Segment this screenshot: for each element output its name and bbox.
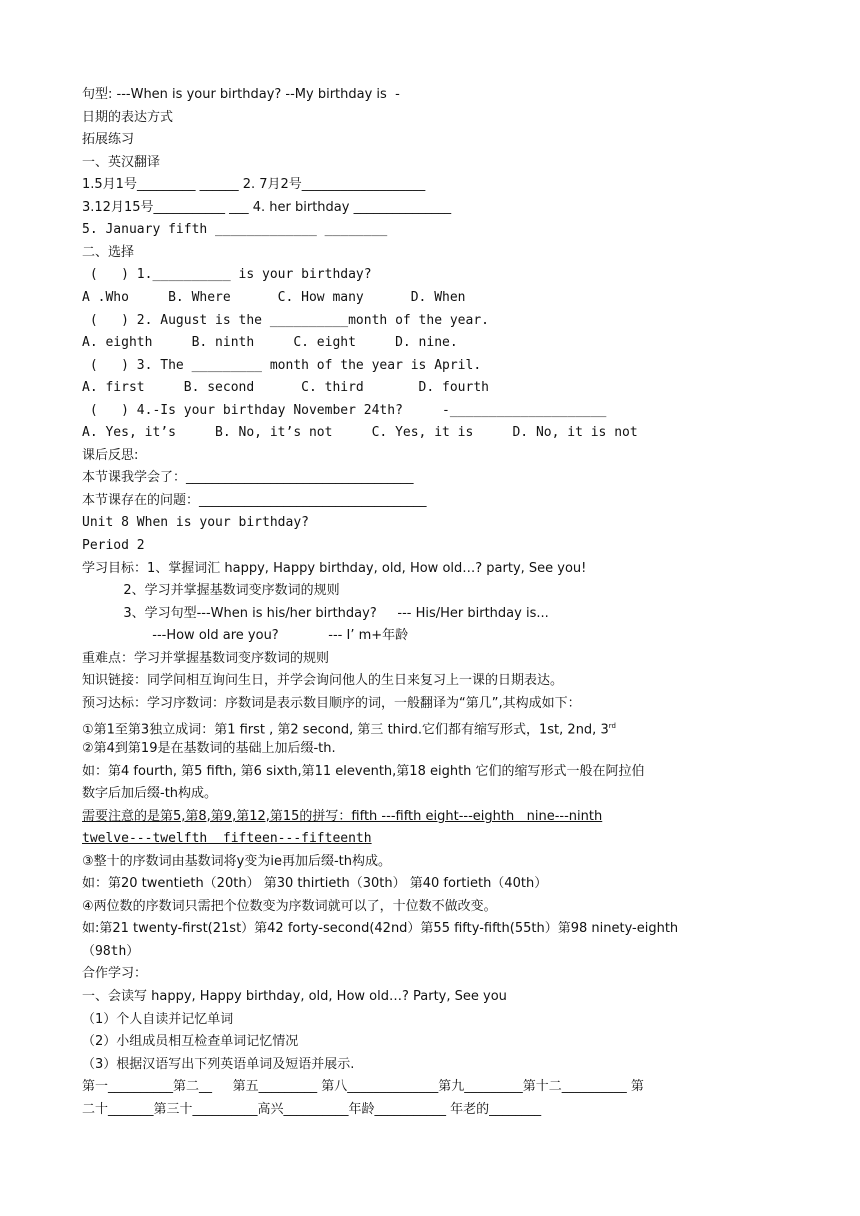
text-line: 第一__________第二__ 第五_________ 第八______________第九_________第十二__________ 第 bbox=[82, 1079, 644, 1094]
text-line: A. Yes, it’s B. No, it’s not C. Yes, it is D. No, it is not bbox=[82, 425, 638, 440]
text-line: ( ) 2. August is the __________month of the year. bbox=[82, 313, 489, 328]
text-line: A. first B. second C. third D. fourth bbox=[82, 380, 489, 395]
text-line: 2、学习并掌握基数词变序数词的规则 bbox=[82, 583, 340, 598]
ordinal-superscript: rd bbox=[608, 722, 616, 730]
text-line: 一、英汉翻译 bbox=[82, 155, 161, 170]
text-line: ②第4到第19是在基数词的基础上加后缀-th. bbox=[82, 741, 336, 756]
text-line: A. eighth B. ninth C. eight D. nine. bbox=[82, 335, 458, 350]
text-line: 一、会读写 happy, Happy birthday, old, How old…? Party, See you bbox=[82, 989, 507, 1004]
text-line: ④两位数的序数词只需把个位数变为序数词就可以了，十位数不做改变。 bbox=[82, 899, 497, 914]
text-line: 1.5月1号_________ ______ 2. 7月2号___________________ bbox=[82, 177, 426, 192]
text-line: 知识链接：同学间相互询问生日，并学会询问他人的生日来复习上一课的日期表达。 bbox=[82, 673, 564, 688]
text-line: 需要注意的是第5,第8,第9,第12,第15的拼写：fifth ---fifth eight---eighth nine---ninth bbox=[82, 809, 603, 824]
text-line: 如：第4 fourth, 第5 fifth, 第6 sixth,第11 eleventh,第18 eighth 它们的缩写形式一般在阿拉伯 bbox=[82, 764, 645, 779]
text-line: 学习目标：1、掌握词汇 happy, Happy birthday, old, How old…? party, See you! bbox=[82, 561, 587, 576]
text-line: 二十_______第三十__________高兴__________年龄___________ 年老的________ bbox=[82, 1102, 542, 1117]
text-line: 合作学习： bbox=[82, 966, 148, 981]
text-line: Period 2 bbox=[82, 538, 145, 553]
text-line: ①第1至第3独立成词：第1 first , 第2 second, 第三 third.它们都有缩写形式，1st, 2nd, 3rd bbox=[82, 722, 616, 737]
text-line: 预习达标：学习序数词：序数词是表示数目顺序的词，一般翻译为“第几”,其构成如下： bbox=[82, 696, 581, 711]
text-line: ( ) 1.__________ is your birthday? bbox=[82, 267, 372, 282]
text-line: 二、选择 bbox=[82, 245, 135, 260]
text-line: 日期的表达方式 bbox=[82, 110, 174, 125]
text-line: ( ) 4.-Is your birthday November 24th? -____________________ bbox=[82, 403, 607, 418]
text-line: 课后反思: bbox=[82, 448, 139, 463]
text-line: twelve---twelfth fifteen---fifteenth bbox=[82, 831, 372, 846]
text-line: （2）小组成员相互检查单词记忆情况 bbox=[82, 1034, 299, 1049]
text-line: ---How old are you? --- I’ m+年龄 bbox=[82, 628, 409, 643]
text-line: 重难点：学习并掌握基数词变序数词的规则 bbox=[82, 651, 330, 666]
text-line: 拓展练习 bbox=[82, 132, 135, 147]
text-line: （3）根据汉语写出下列英语单词及短语并展示. bbox=[82, 1057, 355, 1072]
text-line: 如：第20 twentieth（20th） 第30 thirtieth（30th） 第40 fortieth（40th） bbox=[82, 876, 548, 891]
text-line: 本节课我学会了：___________________________________ bbox=[82, 470, 414, 485]
text-line: ( ) 3. The _________ month of the year is April. bbox=[82, 358, 482, 373]
text-line: 数字后加后缀-th构成。 bbox=[82, 786, 218, 801]
text-line: 本节课存在的问题：___________________________________ bbox=[82, 493, 427, 508]
text-line: 句型: ---When is your birthday? --My birthday is - bbox=[82, 87, 400, 102]
text-line: 如:第21 twenty-first(21st）第42 forty-second(42nd）第55 fifty-fifth(55th）第98 ninety-eighth bbox=[82, 921, 679, 936]
text-line: 3.12月15号___________ ___ 4. her birthday _______________ bbox=[82, 200, 452, 215]
text-line: ③整十的序数词由基数词将y变为ie再加后缀-th构成。 bbox=[82, 854, 391, 869]
text-line: 5. January fifth _____________ ________ bbox=[82, 222, 388, 237]
text-line: A .Who B. Where C. How many D. When bbox=[82, 290, 466, 305]
text-line: （98th） bbox=[82, 944, 140, 959]
text-line: 3、学习句型---When is his/her birthday? --- His/Her birthday is... bbox=[82, 606, 549, 621]
text-line: （1）个人自读并记忆单词 bbox=[82, 1012, 234, 1027]
text-line: Unit 8 When is your birthday? bbox=[82, 515, 309, 530]
